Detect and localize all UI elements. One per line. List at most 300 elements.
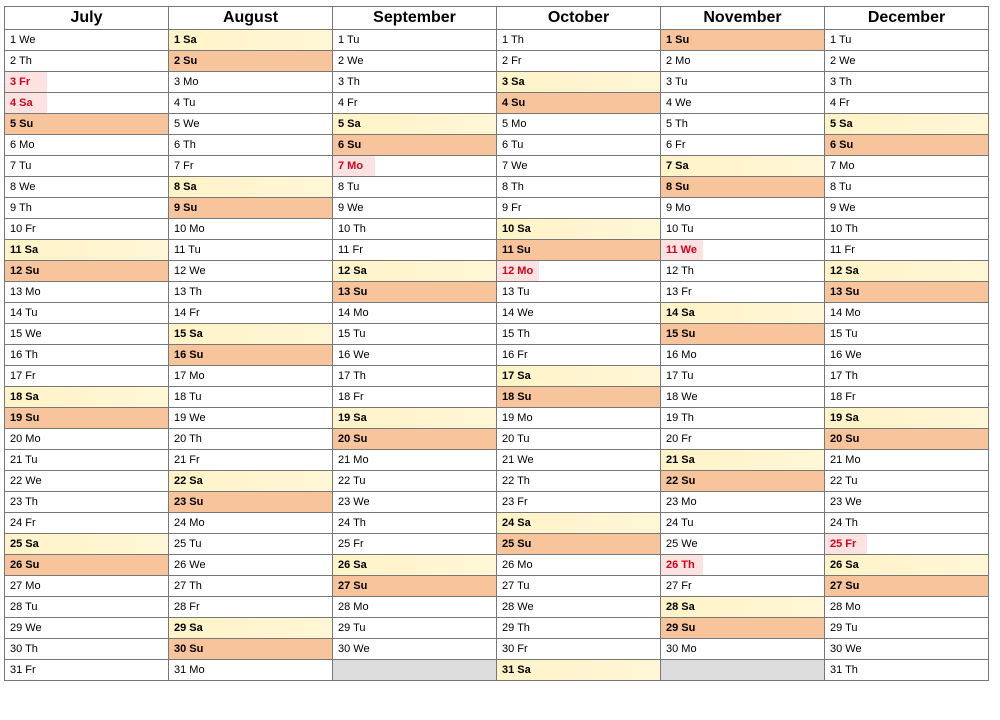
day-label: 17 Th (338, 370, 366, 382)
day-cell (169, 639, 332, 660)
day-label: 18 Tu (174, 391, 202, 403)
day-label: 5 Mo (502, 118, 527, 130)
day-cell (5, 93, 168, 114)
day-cell (825, 282, 988, 303)
day-label: 6 Su (338, 139, 362, 151)
day-cell (169, 534, 332, 555)
day-label: 8 We (10, 181, 36, 193)
day-cell (825, 345, 988, 366)
day-label: 12 Sa (338, 265, 367, 277)
day-label: 20 Su (338, 433, 368, 445)
day-label: 14 We (502, 307, 534, 319)
month-column-september (333, 6, 497, 681)
day-label: 16 We (338, 349, 370, 361)
day-cell (661, 135, 824, 156)
day-cell (661, 303, 824, 324)
day-label: 9 Fr (502, 202, 522, 214)
day-cell (661, 366, 824, 387)
day-cell (661, 597, 824, 618)
day-label: 24 Fr (10, 517, 36, 529)
day-cell (825, 30, 988, 51)
day-label: 4 Sa (10, 97, 33, 109)
day-label: 28 Sa (666, 601, 695, 613)
day-label: 1 Tu (830, 34, 852, 46)
day-label: 12 We (174, 265, 206, 277)
day-label: 12 Su (10, 265, 40, 277)
day-label: 16 Th (10, 349, 38, 361)
day-cell (5, 576, 168, 597)
day-cell (333, 219, 496, 240)
day-cell (661, 555, 824, 576)
day-cell (5, 555, 168, 576)
day-cell (825, 450, 988, 471)
day-cell (661, 72, 824, 93)
day-label: 24 Sa (502, 517, 531, 529)
day-cell (497, 324, 660, 345)
day-label: 29 Tu (830, 622, 858, 634)
day-cell (825, 660, 988, 681)
day-label: 28 Mo (830, 601, 861, 613)
day-label: 6 Th (174, 139, 196, 151)
day-cell (661, 429, 824, 450)
day-label: 4 Fr (338, 97, 358, 109)
day-cell (5, 51, 168, 72)
day-label: 31 Th (830, 664, 858, 676)
day-label: 26 We (174, 559, 206, 571)
day-label: 27 Su (338, 580, 368, 592)
day-cell (333, 261, 496, 282)
day-label: 20 Su (830, 433, 860, 445)
month-header: August (169, 6, 332, 30)
day-label: 20 Th (174, 433, 202, 445)
day-label: 23 Th (10, 496, 38, 508)
day-cell (333, 534, 496, 555)
day-cell (333, 639, 496, 660)
day-cell (333, 198, 496, 219)
day-label: 6 Tu (502, 139, 524, 151)
day-label: 13 Su (338, 286, 368, 298)
day-cell (333, 177, 496, 198)
day-label: 1 Th (502, 34, 524, 46)
day-cell (169, 492, 332, 513)
day-label: 19 Su (10, 412, 40, 424)
day-cell (169, 177, 332, 198)
day-cell (333, 282, 496, 303)
day-label: 29 We (10, 622, 42, 634)
month-header: December (825, 6, 988, 30)
day-label: 18 Fr (338, 391, 364, 403)
day-cell (333, 513, 496, 534)
day-label: 13 Su (830, 286, 860, 298)
day-label: 2 Fr (502, 55, 522, 67)
day-cell (825, 198, 988, 219)
day-label: 14 Fr (174, 307, 200, 319)
day-label: 9 We (830, 202, 856, 214)
day-label: 4 Tu (174, 97, 196, 109)
day-cell (169, 555, 332, 576)
day-cell (497, 261, 660, 282)
day-cell (497, 471, 660, 492)
day-label: 16 Mo (666, 349, 697, 361)
day-cell (169, 72, 332, 93)
day-label: 11 Sa (10, 244, 39, 256)
day-label: 8 Su (666, 181, 690, 193)
empty-day-cell (333, 660, 496, 681)
day-label: 28 Fr (174, 601, 200, 613)
day-cell (661, 198, 824, 219)
day-cell (497, 408, 660, 429)
day-label: 9 Su (174, 202, 198, 214)
day-cell (825, 240, 988, 261)
day-cell (169, 471, 332, 492)
day-label: 2 Mo (666, 55, 691, 67)
day-label: 4 Fr (830, 97, 850, 109)
day-label: 17 Sa (502, 370, 531, 382)
day-cell (333, 156, 496, 177)
day-label: 23 Su (174, 496, 204, 508)
day-cell (661, 450, 824, 471)
day-cell (825, 177, 988, 198)
day-cell (825, 387, 988, 408)
day-label: 30 We (338, 643, 370, 655)
day-label: 19 Sa (830, 412, 859, 424)
day-cell (333, 324, 496, 345)
day-cell (661, 282, 824, 303)
day-cell (333, 93, 496, 114)
day-cell (661, 639, 824, 660)
day-label: 1 Tu (338, 34, 360, 46)
day-label: 17 Fr (10, 370, 36, 382)
day-label: 15 Sa (174, 328, 203, 340)
day-label: 9 We (338, 202, 364, 214)
day-label: 22 We (10, 475, 42, 487)
day-cell (497, 282, 660, 303)
day-label: 18 We (666, 391, 698, 403)
day-cell (825, 555, 988, 576)
empty-day-cell (661, 660, 824, 681)
day-label: 19 We (174, 412, 206, 424)
day-cell (333, 618, 496, 639)
day-cell (497, 240, 660, 261)
day-label: 22 Su (666, 475, 696, 487)
day-label: 11 We (666, 244, 697, 256)
day-label: 21 Fr (174, 454, 200, 466)
day-cell (497, 177, 660, 198)
day-cell (333, 240, 496, 261)
day-cell (661, 492, 824, 513)
day-label: 22 Tu (830, 475, 858, 487)
day-label: 31 Mo (174, 664, 205, 676)
day-cell (5, 345, 168, 366)
day-cell (333, 72, 496, 93)
day-label: 21 Mo (338, 454, 369, 466)
day-cell (825, 597, 988, 618)
day-label: 14 Mo (338, 307, 369, 319)
day-cell (497, 198, 660, 219)
day-cell (497, 450, 660, 471)
day-label: 9 Mo (666, 202, 691, 214)
day-label: 7 Sa (666, 160, 689, 172)
day-label: 1 We (10, 34, 36, 46)
day-label: 8 Tu (830, 181, 852, 193)
day-label: 25 Tu (174, 538, 202, 550)
day-cell (497, 660, 660, 681)
day-cell (333, 387, 496, 408)
day-label: 27 Th (174, 580, 202, 592)
day-label: 6 Fr (666, 139, 686, 151)
day-label: 29 Tu (338, 622, 366, 634)
day-label: 27 Fr (666, 580, 692, 592)
day-cell (169, 219, 332, 240)
day-cell (661, 387, 824, 408)
day-cell (661, 534, 824, 555)
day-cell (497, 345, 660, 366)
day-label: 28 We (502, 601, 534, 613)
day-label: 23 We (338, 496, 370, 508)
day-label: 15 Tu (830, 328, 858, 340)
day-label: 15 We (10, 328, 42, 340)
day-cell (5, 282, 168, 303)
day-label: 2 We (830, 55, 856, 67)
day-label: 23 Mo (666, 496, 697, 508)
day-label: 12 Sa (830, 265, 859, 277)
day-label: 5 We (174, 118, 200, 130)
day-cell (333, 492, 496, 513)
day-cell (497, 492, 660, 513)
day-cell (5, 240, 168, 261)
day-label: 31 Fr (10, 664, 36, 676)
day-cell (661, 93, 824, 114)
day-label: 3 Mo (174, 76, 199, 88)
day-cell (825, 639, 988, 660)
day-cell (497, 366, 660, 387)
day-cell (497, 72, 660, 93)
day-label: 29 Sa (174, 622, 203, 634)
day-cell (169, 51, 332, 72)
day-cell (169, 114, 332, 135)
day-label: 27 Su (830, 580, 860, 592)
day-cell (661, 177, 824, 198)
day-cell (333, 114, 496, 135)
day-cell (661, 156, 824, 177)
day-label: 5 Th (666, 118, 688, 130)
day-label: 25 Su (502, 538, 532, 550)
day-cell (5, 366, 168, 387)
day-label: 14 Sa (666, 307, 695, 319)
day-label: 7 Tu (10, 160, 32, 172)
day-cell (169, 408, 332, 429)
day-cell (5, 597, 168, 618)
day-cell (661, 324, 824, 345)
day-cell (825, 408, 988, 429)
day-label: 27 Mo (10, 580, 41, 592)
month-column-july (5, 6, 169, 681)
day-cell (497, 51, 660, 72)
day-cell (825, 576, 988, 597)
day-cell (169, 282, 332, 303)
day-cell (5, 324, 168, 345)
day-label: 5 Sa (338, 118, 361, 130)
day-cell (333, 450, 496, 471)
day-cell (333, 597, 496, 618)
day-cell (661, 114, 824, 135)
day-label: 3 Tu (666, 76, 688, 88)
day-cell (825, 534, 988, 555)
day-label: 5 Su (10, 118, 34, 130)
day-cell (169, 30, 332, 51)
day-cell (333, 345, 496, 366)
day-cell (169, 618, 332, 639)
month-column-august (169, 6, 333, 681)
day-label: 7 Fr (174, 160, 194, 172)
day-label: 20 Mo (10, 433, 41, 445)
day-cell (661, 51, 824, 72)
day-cell (661, 513, 824, 534)
day-label: 18 Sa (10, 391, 39, 403)
day-cell (661, 471, 824, 492)
day-cell (825, 219, 988, 240)
month-column-december (825, 6, 989, 681)
day-label: 28 Mo (338, 601, 369, 613)
day-cell (5, 219, 168, 240)
day-label: 1 Sa (174, 34, 197, 46)
day-label: 7 We (502, 160, 528, 172)
day-cell (169, 576, 332, 597)
day-cell (169, 135, 332, 156)
day-cell (661, 408, 824, 429)
day-label: 26 Sa (338, 559, 367, 571)
day-cell (5, 135, 168, 156)
day-cell (5, 387, 168, 408)
day-label: 26 Th (666, 559, 695, 571)
day-label: 30 Su (174, 643, 204, 655)
day-label: 22 Sa (174, 475, 203, 487)
day-cell (333, 51, 496, 72)
day-cell (169, 387, 332, 408)
day-cell (497, 513, 660, 534)
day-label: 23 Fr (502, 496, 528, 508)
day-label: 31 Sa (502, 664, 531, 676)
day-label: 25 Fr (830, 538, 857, 550)
month-header: September (333, 6, 496, 30)
day-cell (497, 93, 660, 114)
day-label: 2 Su (174, 55, 198, 67)
day-label: 26 Mo (502, 559, 533, 571)
day-cell (661, 219, 824, 240)
day-cell (169, 450, 332, 471)
day-cell (169, 366, 332, 387)
day-cell (333, 135, 496, 156)
day-cell (825, 72, 988, 93)
month-column-october (497, 6, 661, 681)
day-label: 22 Th (502, 475, 530, 487)
day-label: 13 Mo (10, 286, 41, 298)
day-label: 8 Sa (174, 181, 197, 193)
day-cell (825, 513, 988, 534)
day-cell (5, 450, 168, 471)
day-label: 12 Th (666, 265, 694, 277)
day-label: 7 Mo (830, 160, 855, 172)
day-label: 21 Sa (666, 454, 695, 466)
day-cell (333, 408, 496, 429)
month-header: November (661, 6, 824, 30)
day-cell (169, 198, 332, 219)
day-label: 13 Tu (502, 286, 530, 298)
day-cell (5, 660, 168, 681)
day-label: 6 Su (830, 139, 854, 151)
day-label: 30 We (830, 643, 862, 655)
day-cell (497, 429, 660, 450)
day-label: 9 Th (10, 202, 32, 214)
day-label: 3 Th (830, 76, 852, 88)
day-cell (825, 366, 988, 387)
day-cell (661, 576, 824, 597)
day-cell (661, 261, 824, 282)
day-label: 21 Mo (830, 454, 861, 466)
day-cell (5, 471, 168, 492)
day-cell (169, 597, 332, 618)
day-label: 21 Tu (10, 454, 38, 466)
day-cell (661, 240, 824, 261)
day-cell (333, 366, 496, 387)
day-label: 15 Tu (338, 328, 366, 340)
day-cell (5, 408, 168, 429)
day-cell (825, 324, 988, 345)
day-label: 16 We (830, 349, 862, 361)
day-label: 10 Mo (174, 223, 205, 235)
day-label: 17 Mo (174, 370, 205, 382)
day-label: 24 Th (830, 517, 858, 529)
day-cell (497, 639, 660, 660)
day-label: 16 Fr (502, 349, 528, 361)
day-cell (5, 177, 168, 198)
day-cell (825, 471, 988, 492)
day-cell (825, 135, 988, 156)
day-cell (333, 555, 496, 576)
day-label: 25 Sa (10, 538, 39, 550)
calendar-grid (4, 6, 989, 681)
day-label: 10 Tu (666, 223, 694, 235)
day-label: 10 Th (338, 223, 366, 235)
day-label: 11 Su (502, 244, 531, 256)
day-cell (497, 576, 660, 597)
day-cell (497, 555, 660, 576)
day-label: 11 Fr (830, 244, 855, 256)
day-label: 13 Th (174, 286, 202, 298)
day-cell (169, 240, 332, 261)
day-label: 14 Tu (10, 307, 38, 319)
day-cell (825, 618, 988, 639)
day-cell (5, 639, 168, 660)
day-cell (169, 303, 332, 324)
day-label: 10 Th (830, 223, 858, 235)
day-label: 26 Su (10, 559, 40, 571)
day-label: 4 We (666, 97, 692, 109)
day-label: 3 Fr (10, 76, 31, 88)
day-label: 4 Su (502, 97, 526, 109)
day-cell (5, 30, 168, 51)
day-label: 6 Mo (10, 139, 35, 151)
day-cell (497, 303, 660, 324)
day-cell (497, 156, 660, 177)
day-label: 7 Mo (338, 160, 364, 172)
day-cell (333, 30, 496, 51)
day-cell (169, 513, 332, 534)
day-label: 15 Th (502, 328, 530, 340)
day-label: 1 Su (666, 34, 690, 46)
day-label: 2 Th (10, 55, 32, 67)
day-cell (169, 156, 332, 177)
